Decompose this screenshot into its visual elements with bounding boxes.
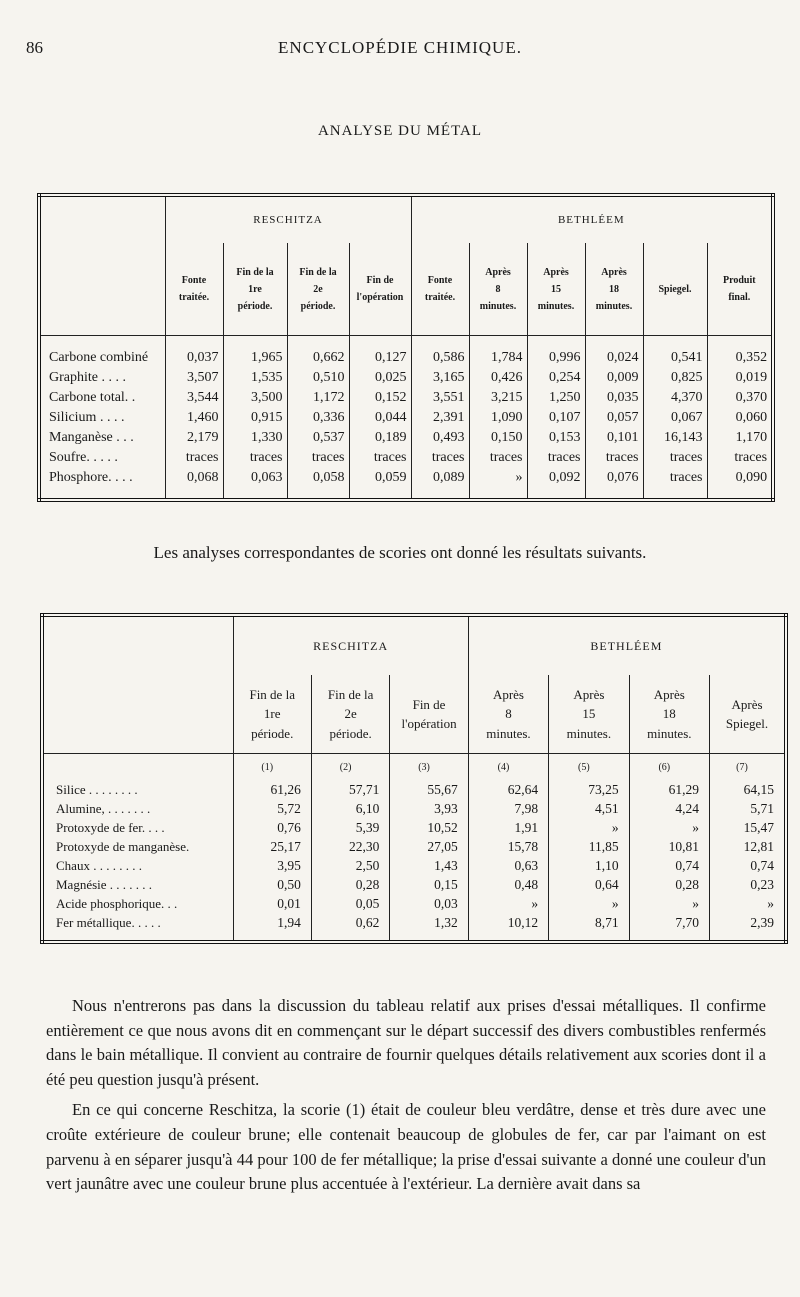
cell-value: traces: [527, 448, 585, 468]
cell-value: 0,068: [165, 468, 223, 500]
column-header: [643, 243, 707, 336]
column-header-line: 15: [551, 283, 561, 295]
cell-value: 0,037: [165, 336, 223, 369]
cell-value: 1,32: [390, 913, 468, 942]
cell-value: 1,94: [233, 913, 311, 942]
table-row: [39, 336, 773, 369]
cell-value: 57,71: [311, 780, 389, 799]
cell-value: 0,092: [527, 468, 585, 500]
cell-value: 1,965: [223, 336, 287, 369]
cell-value: traces: [643, 448, 707, 468]
metal-analysis-table: [37, 193, 775, 502]
cell-value: 0,63: [468, 856, 548, 875]
column-header-line: période.: [237, 300, 273, 312]
cell-value: 1,43: [390, 856, 468, 875]
column-header-line: traitée.: [424, 292, 456, 303]
column-header: [233, 675, 311, 754]
cell-value: 0,825: [643, 368, 707, 388]
cell-value: 0,76: [233, 818, 311, 837]
table-row: [39, 368, 773, 388]
cell-value: traces: [707, 448, 773, 468]
cell-value: 0,537: [287, 428, 349, 448]
cell-value: 1,535: [223, 368, 287, 388]
cell-value: 3,544: [165, 388, 223, 408]
cell-value: traces: [643, 468, 707, 500]
cell-value: 1,250: [527, 388, 585, 408]
group-header-reschitza: RESCHITZA: [165, 195, 411, 243]
column-header: [311, 675, 389, 754]
cell-value: 1,10: [549, 856, 629, 875]
cell-value: 3,507: [165, 368, 223, 388]
column-number: (3): [390, 754, 468, 781]
cell-value: 0,067: [643, 408, 707, 428]
cell-value: 0,915: [223, 408, 287, 428]
cell-value: 1,91: [468, 818, 548, 837]
table-row: [42, 780, 786, 799]
row-label: Alumine, . . . . . . .: [56, 800, 151, 816]
cell-value: 8,71: [549, 913, 629, 942]
cell-value: 0,254: [527, 368, 585, 388]
paragraph: En ce qui concerne Reschitza, la scorie (1) était de couleur bleu verdâtre, dense et très dure avec une croûte extérieure de couleur brune; elle contenait beaucoup de globules de fer, car par l'aimant on est parvenu à en séparer jusqu'à 44 pour 100 de fer métallique; la prise d'essai suivante a donné une couleur d'un vert jaunâtre avec une couleur brune plus accentuée à l'extérieur. La dernière avait dans sa: [46, 1100, 766, 1194]
cell-value: 0,01: [233, 894, 311, 913]
column-header-line: 8: [505, 706, 512, 722]
cell-value: 22,30: [311, 837, 389, 856]
table-row: [42, 875, 786, 894]
column-header-line: l'opération: [356, 292, 404, 303]
column-header-line: 2e: [313, 283, 323, 295]
row-label: Silice . . . . . . . .: [56, 781, 138, 797]
column-header-line: Après: [485, 266, 511, 278]
column-header-line: Fin de: [366, 275, 394, 286]
column-header-line: période.: [300, 300, 336, 312]
column-header-line: minutes.: [486, 725, 531, 741]
row-label: Carbone combiné: [49, 350, 149, 365]
column-header-line: 18: [662, 706, 676, 722]
cell-value: »: [629, 894, 709, 913]
column-header: [165, 243, 223, 336]
column-number: (4): [468, 754, 548, 781]
table-row: [42, 856, 786, 875]
cell-value: 62,64: [468, 780, 548, 799]
column-number: (7): [710, 754, 786, 781]
cell-value: 0,019: [707, 368, 773, 388]
column-header-line: Produit: [722, 275, 756, 286]
table-row: [42, 894, 786, 913]
column-header: [629, 675, 709, 754]
header-title: ENCYCLOPÉDIE CHIMIQUE.: [278, 38, 522, 57]
cell-value: 7,98: [468, 799, 548, 818]
cell-value: 73,25: [549, 780, 629, 799]
column-header-line: 8: [495, 283, 501, 295]
cell-value: 12,81: [710, 837, 786, 856]
cell-value: 6,10: [311, 799, 389, 818]
cell-value: 0,057: [585, 408, 643, 428]
corner-cell: [39, 195, 165, 243]
cell-value: 2,39: [710, 913, 786, 942]
column-header: [287, 243, 349, 336]
cell-value: 0,090: [707, 468, 773, 500]
cell-value: 0,076: [585, 468, 643, 500]
cell-value: 10,52: [390, 818, 468, 837]
slag-analysis-table: [40, 613, 788, 944]
column-header-line: Fonte: [181, 275, 207, 286]
cell-value: 0,23: [710, 875, 786, 894]
corner-cell: [42, 675, 233, 754]
body-text: [46, 994, 766, 1197]
cell-value: 10,12: [468, 913, 548, 942]
table-row: [42, 799, 786, 818]
column-number: (6): [629, 754, 709, 781]
cell-value: 0,586: [411, 336, 469, 369]
column-header: [469, 243, 527, 336]
cell-value: 0,493: [411, 428, 469, 448]
cell-value: 2,50: [311, 856, 389, 875]
column-header-line: minutes.: [647, 725, 692, 741]
column-header-line: final.: [728, 292, 751, 303]
row-label: Chaux . . . . . . . .: [56, 857, 142, 873]
cell-value: 0,107: [527, 408, 585, 428]
column-header-line: traitée.: [178, 292, 210, 303]
cell-value: 0,74: [629, 856, 709, 875]
column-header-line: Fin de: [412, 696, 446, 712]
cell-value: 0,48: [468, 875, 548, 894]
column-header: [710, 675, 786, 754]
table-row: [39, 448, 773, 468]
column-header-line: 1re: [248, 283, 262, 295]
cell-value: »: [629, 818, 709, 837]
row-label: Protoxyde de manganèse.: [56, 838, 190, 854]
column-header-line: Spiegel.: [658, 283, 692, 295]
table-row: [39, 408, 773, 428]
table-row: [39, 388, 773, 408]
cell-value: »: [710, 894, 786, 913]
corner-cell: [42, 615, 233, 675]
column-header: [390, 675, 468, 754]
cell-value: 0,05: [311, 894, 389, 913]
column-number: (5): [549, 754, 629, 781]
cell-value: 3,95: [233, 856, 311, 875]
row-label: Carbone total. .: [49, 390, 136, 405]
column-header-line: Après: [601, 266, 627, 278]
cell-value: 0,541: [643, 336, 707, 369]
cell-value: 0,153: [527, 428, 585, 448]
cell-value: 3,165: [411, 368, 469, 388]
corner-cell: [42, 754, 233, 781]
cell-value: 5,39: [311, 818, 389, 837]
page-number: 86: [26, 38, 43, 57]
cell-value: 3,93: [390, 799, 468, 818]
column-header-line: Après: [492, 686, 524, 702]
table-row: [42, 913, 786, 942]
column-header-line: Après: [653, 686, 685, 702]
cell-value: 0,063: [223, 468, 287, 500]
cell-value: 0,62: [311, 913, 389, 942]
column-header-line: minutes.: [566, 725, 612, 741]
column-header: [527, 243, 585, 336]
cell-value: 0,426: [469, 368, 527, 388]
cell-value: 1,090: [469, 408, 527, 428]
cell-value: 7,70: [629, 913, 709, 942]
column-header-line: l'opération: [401, 716, 457, 731]
cell-value: 0,28: [629, 875, 709, 894]
cell-value: 0,510: [287, 368, 349, 388]
column-header-line: Spiegel.: [725, 716, 769, 731]
column-header-line: 15: [582, 706, 596, 722]
column-header-line: 2e: [344, 706, 357, 722]
cell-value: 0,025: [349, 368, 411, 388]
cell-value: 1,170: [707, 428, 773, 448]
cell-value: 5,71: [710, 799, 786, 818]
cell-value: 4,24: [629, 799, 709, 818]
cell-value: 1,172: [287, 388, 349, 408]
column-header: [585, 243, 643, 336]
cell-value: 0,370: [707, 388, 773, 408]
column-number: (2): [311, 754, 389, 781]
cell-value: 55,67: [390, 780, 468, 799]
cell-value: traces: [585, 448, 643, 468]
cell-value: 5,72: [233, 799, 311, 818]
cell-value: 0,74: [710, 856, 786, 875]
cell-value: 1,330: [223, 428, 287, 448]
cell-value: 0,044: [349, 408, 411, 428]
cell-value: 0,03: [390, 894, 468, 913]
table-row: [39, 468, 773, 500]
group-header-bethlehem: BETHLÉEM: [411, 195, 773, 243]
cell-value: 3,215: [469, 388, 527, 408]
column-header: [707, 243, 773, 336]
cell-value: 0,336: [287, 408, 349, 428]
cell-value: 4,370: [643, 388, 707, 408]
column-header-line: 18: [609, 283, 619, 295]
column-header-line: période.: [329, 725, 372, 741]
column-header-line: Après: [573, 686, 605, 702]
cell-value: »: [549, 894, 629, 913]
cell-value: 0,996: [527, 336, 585, 369]
cell-value: 0,28: [311, 875, 389, 894]
cell-value: 16,143: [643, 428, 707, 448]
cell-value: »: [469, 468, 527, 500]
column-header-line: Après: [543, 266, 569, 278]
table-row: [42, 837, 786, 856]
column-header-line: minutes.: [537, 300, 575, 312]
table-row: [42, 818, 786, 837]
column-header-line: minutes.: [479, 300, 517, 312]
column-header-line: Fin de la: [327, 686, 374, 702]
cell-value: 64,15: [710, 780, 786, 799]
cell-value: 0,15: [390, 875, 468, 894]
cell-value: 27,05: [390, 837, 468, 856]
row-label: Phosphore. . . .: [49, 470, 133, 485]
cell-value: 0,058: [287, 468, 349, 500]
cell-value: 0,352: [707, 336, 773, 369]
column-header: [468, 675, 548, 754]
row-label: Soufre. . . . .: [49, 450, 118, 465]
cell-value: 0,64: [549, 875, 629, 894]
column-header-line: Fin de la: [236, 266, 274, 278]
cell-value: 0,009: [585, 368, 643, 388]
row-label: Protoxyde de fer. . . .: [56, 819, 165, 835]
table-row: [39, 428, 773, 448]
cell-value: traces: [165, 448, 223, 468]
row-label: Graphite . . . .: [49, 370, 126, 385]
between-text: Les analyses correspondantes de scories ont donné les résultats suivants.: [153, 543, 647, 562]
cell-value: 1,460: [165, 408, 223, 428]
cell-value: 0,035: [585, 388, 643, 408]
cell-value: 25,17: [233, 837, 311, 856]
cell-value: traces: [411, 448, 469, 468]
column-header-line: minutes.: [595, 300, 633, 312]
row-label: Acide phosphorique. . .: [56, 895, 178, 911]
cell-value: 3,551: [411, 388, 469, 408]
cell-value: 15,78: [468, 837, 548, 856]
row-label: Magnésie . . . . . . .: [56, 876, 153, 892]
cell-value: 0,189: [349, 428, 411, 448]
cell-value: 61,26: [233, 780, 311, 799]
column-header: [411, 243, 469, 336]
paragraph: Nous n'entrerons pas dans la discussion du tableau relatif aux prises d'essai métalliques. Il confirme entièrement ce que nous avons dit en commençant sur le départ successif des divers combustibles renfermés dans le bain métallique. Il convient au contraire de fournir quelques détails relativement aux scories dont il a été peu question jusqu'à présent.: [46, 996, 766, 1089]
corner-cell: [39, 243, 165, 336]
cell-value: 3,500: [223, 388, 287, 408]
cell-value: 0,150: [469, 428, 527, 448]
cell-value: 10,81: [629, 837, 709, 856]
column-header-line: Fonte: [427, 275, 453, 286]
column-header-line: période.: [251, 725, 294, 741]
cell-value: 0,50: [233, 875, 311, 894]
cell-value: traces: [287, 448, 349, 468]
column-header: [549, 675, 629, 754]
column-header-line: Fin de la: [249, 686, 295, 702]
cell-value: 0,060: [707, 408, 773, 428]
cell-value: 61,29: [629, 780, 709, 799]
cell-value: 11,85: [549, 837, 629, 856]
cell-value: 1,784: [469, 336, 527, 369]
cell-value: traces: [349, 448, 411, 468]
cell-value: traces: [223, 448, 287, 468]
cell-value: »: [549, 818, 629, 837]
column-header-line: Fin de la: [299, 266, 337, 278]
cell-value: 15,47: [710, 818, 786, 837]
row-label: Manganèse . . .: [49, 430, 134, 445]
table1-title: ANALYSE DU MÉTAL: [317, 123, 483, 139]
group-header-reschitza: RESCHITZA: [233, 615, 468, 675]
column-header-line: Après: [731, 696, 763, 712]
cell-value: 0,059: [349, 468, 411, 500]
column-header: [349, 243, 411, 336]
cell-value: 4,51: [549, 799, 629, 818]
cell-value: 0,024: [585, 336, 643, 369]
cell-value: 0,089: [411, 468, 469, 500]
group-header-bethlehem: BETHLÉEM: [468, 615, 786, 675]
row-label: Fer métallique. . . . .: [56, 914, 161, 930]
row-label: Silicium . . . .: [49, 410, 125, 425]
column-number: (1): [233, 754, 311, 781]
cell-value: »: [468, 894, 548, 913]
cell-value: 0,662: [287, 336, 349, 369]
cell-value: 0,152: [349, 388, 411, 408]
column-header-line: 1re: [263, 706, 281, 722]
column-header: [223, 243, 287, 336]
cell-value: traces: [469, 448, 527, 468]
running-head: [0, 38, 800, 62]
cell-value: 0,101: [585, 428, 643, 448]
cell-value: 2,391: [411, 408, 469, 428]
cell-value: 0,127: [349, 336, 411, 369]
cell-value: 2,179: [165, 428, 223, 448]
